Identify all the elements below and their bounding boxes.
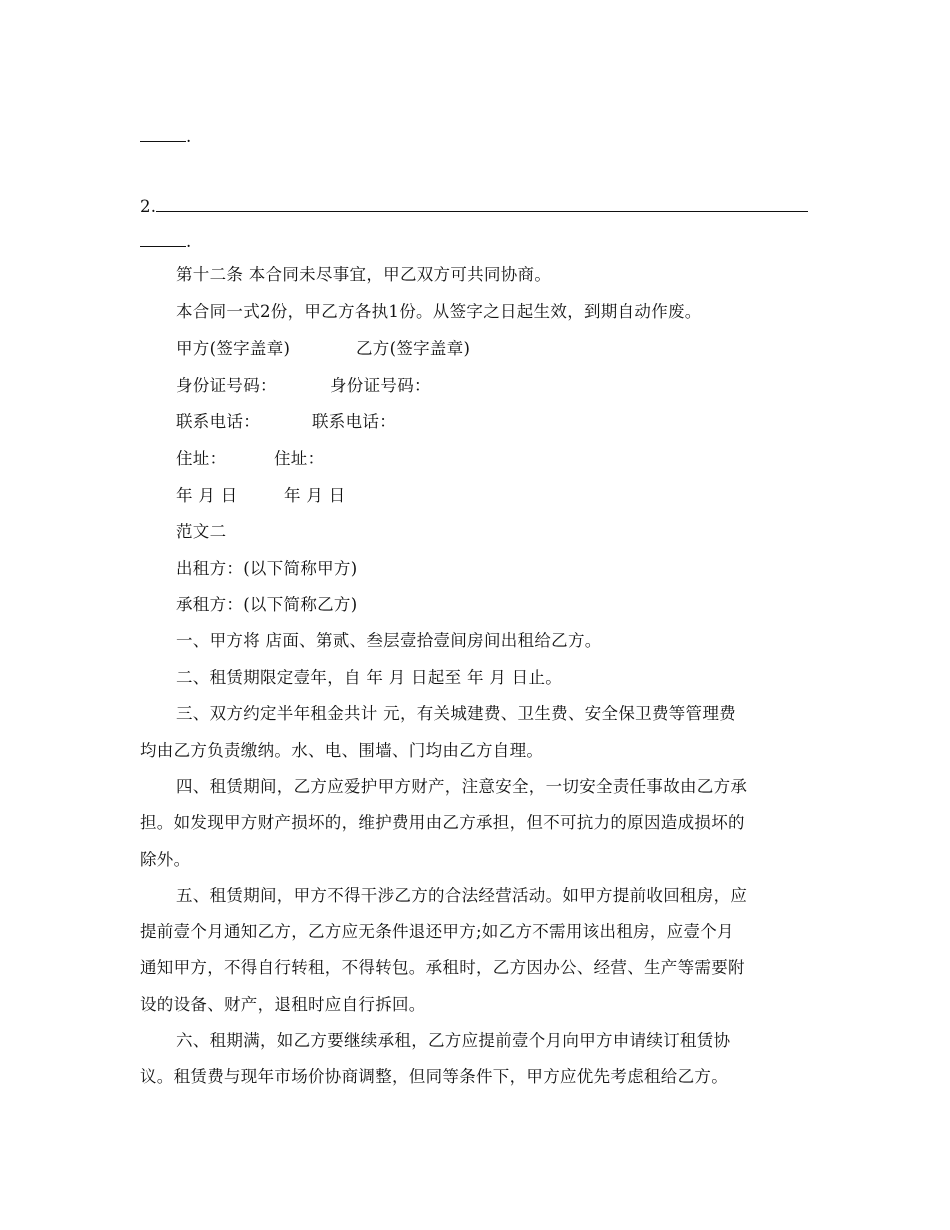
item-number: 2.: [140, 197, 157, 216]
party-a-address-label: 住址：: [176, 449, 227, 468]
party-b-address-label: 住址：: [274, 449, 325, 468]
party-a-phone-label: 联系电话：: [176, 412, 260, 431]
clause-6-line-1: 六、租期满，如乙方要继续承租，乙方应提前壹个月向甲方申请续订租赁协: [176, 1031, 731, 1050]
party-a-id-label: 身份证号码：: [176, 376, 277, 395]
phone-row: [176, 411, 396, 433]
lessor-line: 出租方：(以下简称甲方): [176, 559, 358, 578]
clause-5-line-1: 五、租赁期间，甲方不得干涉乙方的合法经营活动。如甲方提前收回租房，应: [176, 886, 748, 905]
party-a-date: 年 月 日: [176, 486, 238, 505]
clause-2: 二、租赁期限定壹年，自 年 月 日起至 年 月 日止。: [176, 668, 563, 687]
id-row: [176, 375, 431, 397]
item-2-continuation: [140, 231, 192, 253]
clause-4-line-2: 担。如发现甲方财产损坏的，维护费用由乙方承担，但不可抗力的原因造成损坏的: [140, 813, 745, 832]
clause-4-line-3: 除外。: [140, 850, 191, 869]
sample-heading: 范文二: [176, 522, 227, 541]
clause-3-line-2: 均由乙方负责缴纳。水、电、围墙、门均由乙方自理。: [140, 741, 544, 760]
clause-5-line-2: 提前壹个月通知乙方，乙方应无条件退还甲方;如乙方不需用该出租房，应壹个月: [140, 922, 734, 941]
fill-blank: [140, 128, 186, 142]
period: .: [186, 232, 192, 251]
date-row: [176, 485, 346, 507]
signature-row: [176, 338, 471, 360]
period: .: [186, 127, 192, 146]
fill-blank: [140, 233, 186, 247]
address-row: [176, 448, 325, 470]
party-b-id-label: 身份证号码：: [330, 376, 431, 395]
clause-3-line-1: 三、双方约定半年租金共计 元，有关城建费、卫生费、安全保卫费等管理费: [176, 704, 736, 723]
party-a-signature: 甲方(签字盖章): [176, 339, 291, 358]
clause-4-line-1: 四、租赁期间，乙方应爱护甲方财产，注意安全，一切安全责任事故由乙方承: [176, 777, 748, 796]
party-b-date: 年 月 日: [284, 486, 346, 505]
party-b-phone-label: 联系电话：: [312, 412, 396, 431]
clause-1: 一、甲方将 店面、第贰、叁层壹拾壹间房间出租给乙方。: [176, 631, 602, 650]
fill-blank-long: [156, 198, 808, 212]
blank-line-end: [140, 126, 192, 148]
copies-clause: 本合同一式2份，甲乙方各执1份。从签字之日起生效，到期自动作废。: [176, 302, 702, 321]
party-b-signature: 乙方(签字盖章): [356, 339, 471, 358]
clause-5-line-3: 通知甲方，不得自行转租，不得转包。承租时，乙方因办公、经营、生产等需要附: [140, 958, 745, 977]
clause-5-line-4: 设的设备、财产，退租时应自行拆回。: [140, 995, 426, 1014]
article-12: 第十二条 本合同未尽事宜，甲乙双方可共同协商。: [176, 265, 552, 284]
lessee-line: 承租方：(以下简称乙方): [176, 595, 358, 614]
clause-6-line-2: 议。租赁费与现年市场价协商调整，但同等条件下，甲方应优先考虑租给乙方。: [140, 1067, 728, 1086]
item-2-line: [140, 196, 808, 218]
